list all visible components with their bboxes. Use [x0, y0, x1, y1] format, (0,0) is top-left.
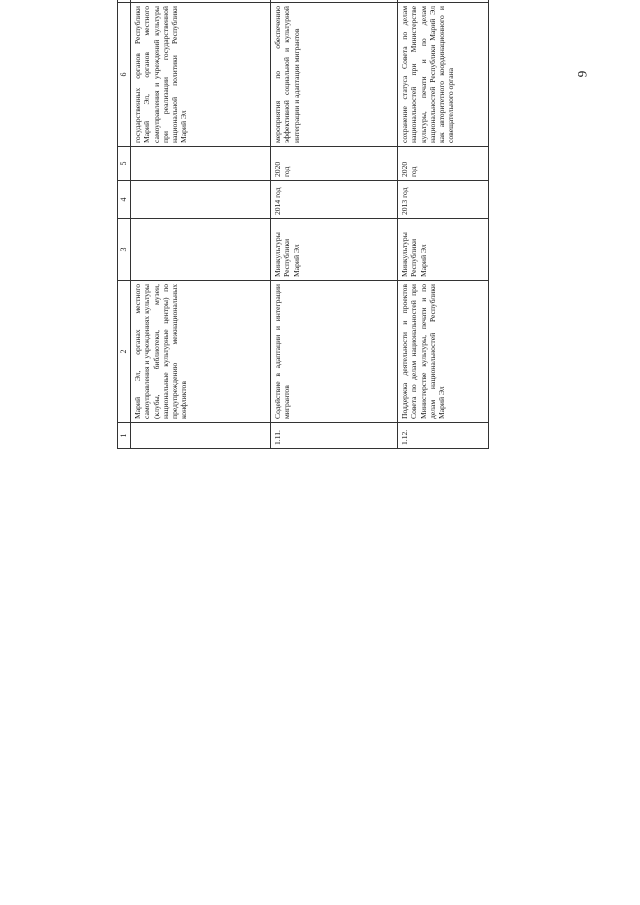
- header-cell: 3: [118, 219, 131, 281]
- result-cell: государственных органов Республики Марий Эл, органов местного самоуправления и учреждений культуры при реализации государственной национальной политики Республики Марий Эл: [131, 3, 271, 147]
- result-cell: сохранение статуса Совета по делам национальностей при Министерстве культуры, печати и по делам национальностей Республики Марий Эл как авторитетного координационного и совещательного органа: [398, 3, 489, 147]
- event-cell: Поддержка деятельности и проектов Совета по делам национальностей при Министерстве культуры, печати и по делам национальностей Республики Марий Эл: [398, 281, 489, 423]
- end-year-cell: 2020 год: [271, 147, 398, 181]
- executor-cell: [131, 219, 271, 281]
- program-measures-table: [117, 0, 489, 449]
- table-row: [398, 0, 489, 449]
- risks-cell: [131, 0, 271, 3]
- table-header-row: [118, 0, 131, 449]
- header-cell: 4: [118, 181, 131, 219]
- row-number: 1.11.: [271, 423, 398, 449]
- event-cell: Марий Эл, органах местного самоуправления и учреждениях культуры (клубы, библиотеки, музеи, национальные культурные центры) по предупреждению межнациональных конфликтов: [131, 281, 271, 423]
- header-cell: [118, 0, 131, 3]
- executor-cell: Минкультуры Республики Марий Эл: [398, 219, 489, 281]
- result-cell: мероприятия по обеспечению эффективной социальной и культурной интеграции и адаптации мигрантов: [271, 3, 398, 147]
- table-row: [131, 0, 271, 449]
- risks-cell: [398, 0, 489, 3]
- end-year-cell: [131, 147, 271, 181]
- header-cell: 2: [118, 281, 131, 423]
- start-year-cell: 2014 год: [271, 181, 398, 219]
- executor-cell: Минкультуры Республики Марий Эл: [271, 219, 398, 281]
- page-number: 9: [574, 70, 590, 78]
- start-year-cell: 2013 год: [398, 181, 489, 219]
- risks-cell: [271, 0, 398, 3]
- row-number: 1.12.: [398, 423, 489, 449]
- end-year-cell: 2020 год: [398, 147, 489, 181]
- header-cell: 6: [118, 3, 131, 147]
- table-container: [117, 0, 493, 449]
- table-row: [271, 0, 398, 449]
- rotated-table-frame: [117, 6, 493, 843]
- row-number: [131, 423, 271, 449]
- header-cell: 1: [118, 423, 131, 449]
- start-year-cell: [131, 181, 271, 219]
- event-cell: Содействие в адаптации и интеграции мигрантов: [271, 281, 398, 423]
- header-cell: 5: [118, 147, 131, 181]
